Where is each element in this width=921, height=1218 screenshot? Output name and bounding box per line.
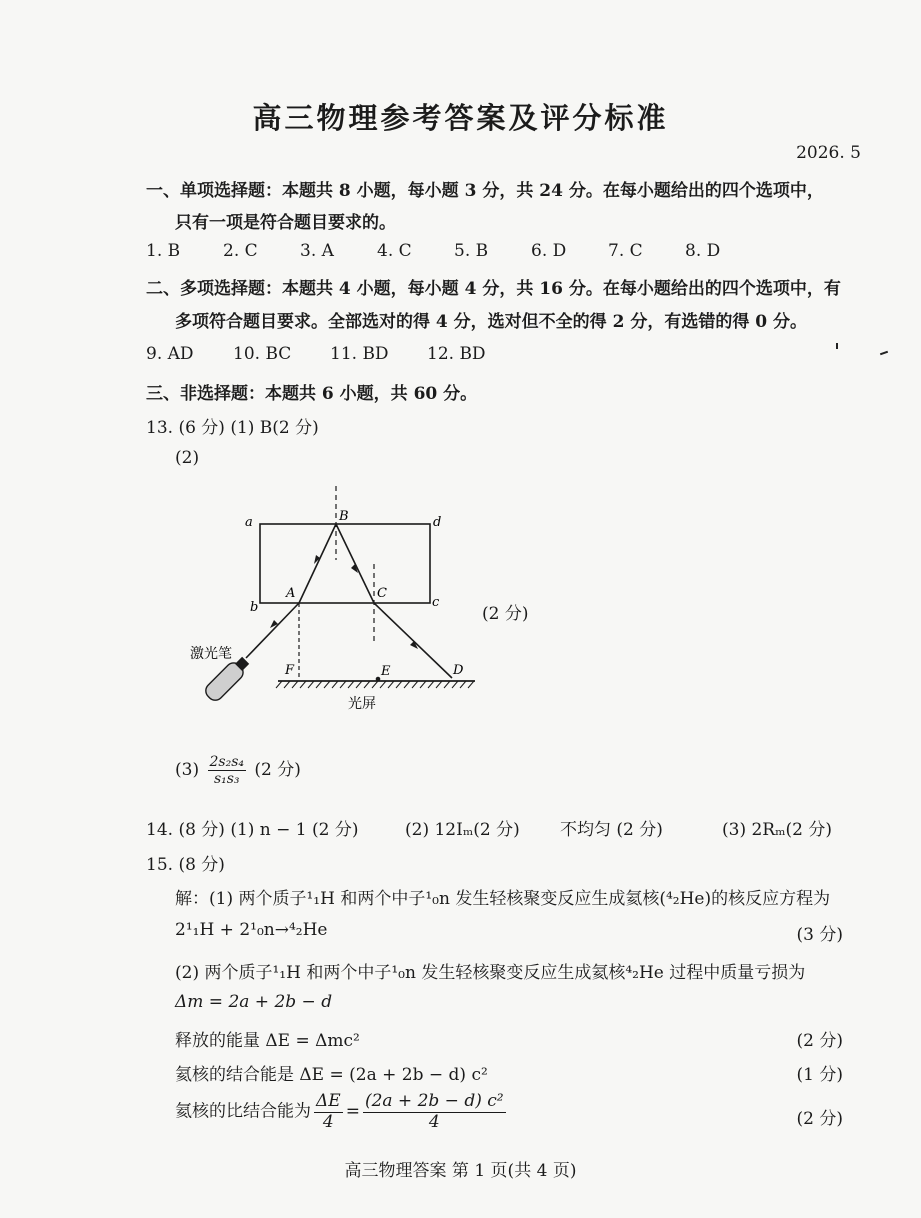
answer-9: 9. AD [146,344,194,364]
answer-11: 11. BD [330,344,389,364]
answer-1: 1. B [146,241,181,261]
answer-2: 2. C [223,241,258,261]
label-b-small: b [250,600,259,615]
q15-line3: 释放的能量 ΔE = Δmc² [175,1031,360,1051]
q15-line5-frac1-den: 4 [322,1111,334,1132]
label-d-small: d [433,515,442,530]
q13-part3-denominator: s₁s₃ [213,771,240,788]
label-C: C [377,586,387,601]
section2-answers [146,344,524,364]
screen-hatching [276,681,474,688]
label-a: a [245,515,253,530]
answer-4: 4. C [377,241,412,261]
q14-uneven: 不均匀 (2 分) [560,820,663,840]
q15-line3-points: (2 分) [796,1031,843,1051]
scan-speck [836,343,838,349]
laser-pen-label: 激光笔 [190,646,232,662]
label-F: F [285,663,295,678]
section2-heading-line2: 多项符合题目要求。全部选对的得 4 分，选对但不全的得 2 分，有选错的得 0 分。 [175,312,807,332]
q15-line5-equals: = [345,1101,360,1122]
label-A: A [286,586,296,601]
q15-line5-frac2-den: 4 [428,1111,440,1132]
q15-eq2: Δm = 2a + 2b − d [175,992,333,1012]
screen-label: 光屏 [348,696,376,712]
q14-part3: (3) 2Rₘ(2 分) [722,820,833,840]
q13-part3-numerator: 2s₂s₄ [209,754,245,770]
page-title: 高三物理参考答案及评分标准 [252,101,669,135]
q15-line5-prefix: 氦核的比结合能为 [175,1101,311,1122]
answer-8: 8. D [685,241,721,261]
answer-6: 6. D [531,241,567,261]
q15-line5-points: (2 分) [796,1109,843,1129]
answer-7: 7. C [608,241,643,261]
section2-heading-line1: 二、多项选择题：本题共 4 小题，每小题 4 分，共 16 分。在每小题给出的四个选项中，有 [146,279,841,299]
q13-part2-label: (2) [175,448,200,468]
section1-heading-line2: 只有一项是符合题目要求的。 [175,213,396,233]
q13-part3 [175,754,301,787]
point-e-dot [376,677,381,682]
q15-eq1: 2¹₁H + 2¹₀n→⁴₂He [175,920,328,940]
section1-heading-line1: 一、单项选择题：本题共 8 小题，每小题 3 分，共 24 分。在每小题给出的四个选项中， [146,181,824,201]
q13-part3-fraction [208,754,247,787]
q15-line4: 氦核的结合能是 ΔE = (2a + 2b − d) c² [175,1065,488,1085]
q13-part3-label: (3) [175,760,200,781]
q15-line2: (2) 两个质子¹₁H 和两个中子¹₀n 发生轻核聚变反应生成氦核⁴₂He 过程中质量亏损为 [175,963,806,983]
q14-part1: 14. (8 分) (1) n − 1 (2 分) [146,820,359,840]
q15-line5-frac2-num: (2a + 2b − d) c² [364,1091,504,1111]
label-B: B [339,509,349,524]
scan-speck [880,351,888,356]
q15-line5-fraction1 [314,1092,343,1132]
exam-date: 2026. 5 [796,143,861,163]
page-footer: 高三物理答案 第 1 页(共 4 页) [344,1161,577,1181]
q15-line5-frac1-num: ΔE [316,1091,341,1111]
label-E: E [381,664,391,679]
q15-line5 [175,1092,509,1132]
refracted-ray-ab [299,524,336,603]
answer-5: 5. B [454,241,489,261]
q15-eq1-points: (3 分) [796,925,843,945]
section3-heading: 三、非选择题：本题共 6 小题，共 60 分。 [146,384,478,404]
q13-line1: 13. (6 分) (1) B(2 分) [146,418,319,438]
answer-12: 12. BD [427,344,486,364]
q15-line4-points: (1 分) [796,1065,843,1085]
q15-line5-fraction2 [363,1092,506,1132]
answer-10: 10. BC [233,344,292,364]
label-D: D [453,663,464,678]
q15-heading: 15. (8 分) [146,855,225,875]
label-c-small: c [432,595,440,610]
optics-diagram [190,478,490,748]
q15-line1: 解：(1) 两个质子¹₁H 和两个中子¹₀n 发生轻核聚变反应生成氦核(⁴₂He)的核反应方程为 [175,889,831,909]
q13-diagram-points: (2 分) [482,604,529,624]
q13-part3-points: (2 分) [254,760,301,781]
q14-part2: (2) 12Iₘ(2 分) [405,820,520,840]
section1-answers [146,241,762,261]
reflected-ray-bc [336,524,374,603]
answer-3: 3. A [300,241,334,261]
